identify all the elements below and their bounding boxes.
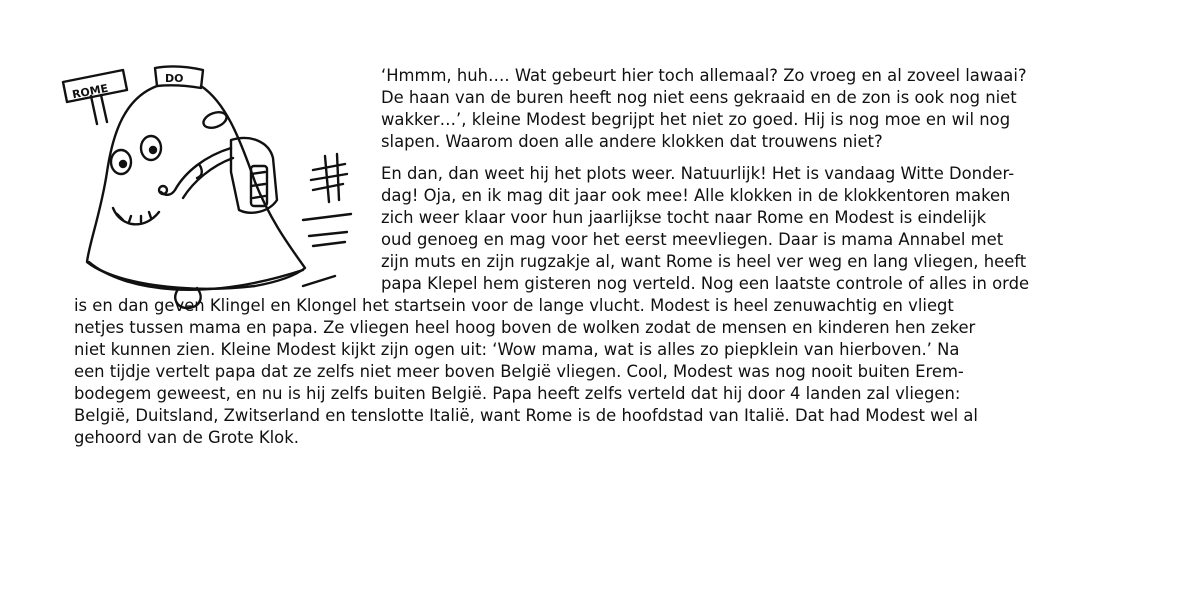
text-line: De haan van de buren heeft nog niet eens gekraaid en de zon is ook nog niet xyxy=(381,88,1017,107)
bell-body xyxy=(87,86,305,289)
text-line: gehoord van de Grote Klok. xyxy=(74,428,299,447)
eyes xyxy=(111,136,161,174)
text-line: België, Duitsland, Zwitserland en tenslotte Italië, want Rome is de hoofdstad van Italië. Dat had Modest wel al xyxy=(74,406,978,425)
smile xyxy=(113,208,159,224)
motion-lines xyxy=(303,154,351,286)
bell-illustration xyxy=(55,62,375,312)
text-line: En dan, dan weet hij het plots weer. Natuurlijk! Het is vandaag Witte Donder- xyxy=(381,164,1015,183)
backpack xyxy=(159,138,277,213)
text-line: wakker…’, kleine Modest begrijpt het niet zo goed. Hij is nog moe en wil nog xyxy=(381,110,1011,129)
text-line: slapen. Waarom doen alle andere klokken dat trouwens niet? xyxy=(381,132,883,151)
text-line: niet kunnen zien. Kleine Modest kijkt zijn ogen uit: ‘Wow mama, wat is alles zo piepklein van hierboven.’ Na xyxy=(74,340,960,359)
rome-sign xyxy=(63,70,127,124)
text-line: een tijdje vertelt papa dat ze zelfs niet meer boven België vliegen. Cool, Modest was nog nooit buiten Erem- xyxy=(74,362,964,381)
text-line: bodegem geweest, en nu is hij zelfs buiten België. Papa heeft zelfs verteld dat hij door 4 landen zal vliegen: xyxy=(74,384,961,403)
text-line: dag! Oja, en ik mag dit jaar ook mee! Alle klokken in de klokkentoren maken xyxy=(381,186,1011,205)
text-line: ‘Hmmm, huh…. Wat gebeurt hier toch allemaal? Zo vroeg en al zoveel lawaai? xyxy=(381,66,1027,85)
text-line: netjes tussen mama en papa. Ze vliegen heel hoog boven de wolken zodat de mensen en kinderen hen zeker xyxy=(74,318,976,337)
text-line: zijn muts en zijn rugzakje al, want Rome is heel ver weg en lang vliegen, heeft xyxy=(381,252,1027,271)
text-line: oud genoeg en mag voor het eerst meevliegen. Daar is mama Annabel met xyxy=(381,230,1004,249)
cap xyxy=(155,66,203,88)
sign-text: ROME xyxy=(71,81,110,102)
text-line: zich weer klaar voor hun jaarlijkse tocht naar Rome en Modest is eindelijk xyxy=(381,208,987,227)
text-line: papa Klepel hem gisteren nog verteld. Nog een laatste controle of alles in orde xyxy=(381,274,1030,293)
cap-text: DO xyxy=(165,72,184,85)
text-line: is en dan geven Klingel en Klongel het startsein voor de lange vlucht. Modest is heel zenuwachtig en vliegt xyxy=(74,296,954,315)
